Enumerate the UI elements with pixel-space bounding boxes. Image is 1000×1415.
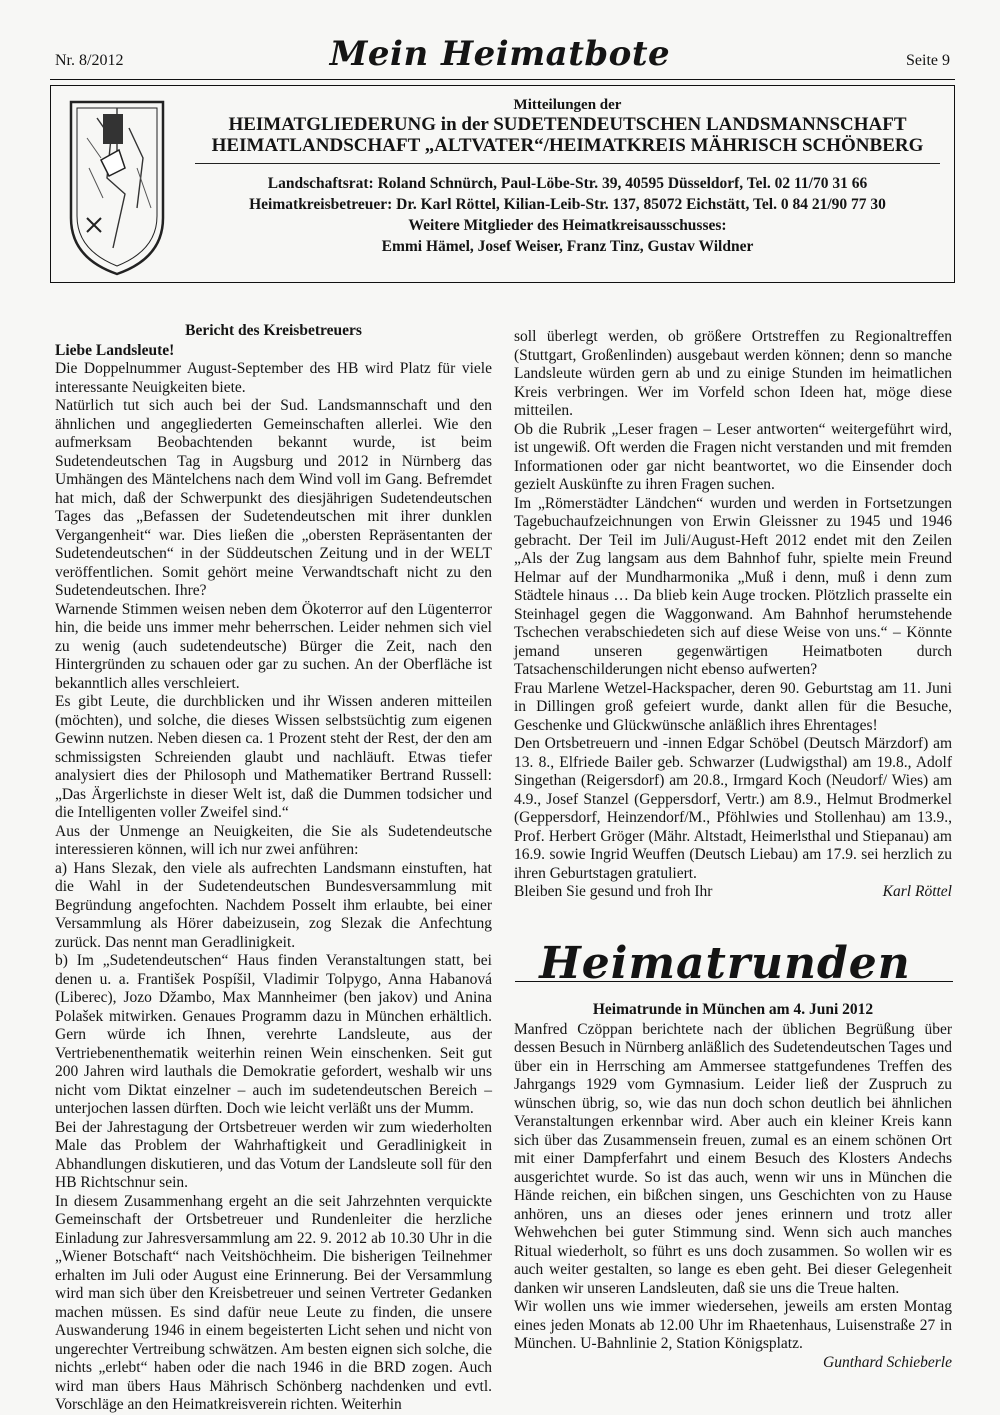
right-column <box>514 328 952 902</box>
left-column <box>55 322 492 1415</box>
paragraph: Es gibt Leute, die durchblicken und ihr Wissen anderen mitteilen (möchten), und solche, die dieses Wissen selbstsüchtig zum eigenen Gewinn nutzen. Neben diesen ca. 1 Prozent steht der Rest, der den am schmissigsten Schreienden glaubt und nachläuft. Etwas tiefer analysiert dies der Philosoph und Mathematiker Bertrand Russell: „Das Ärgerlichste in dieser Welt ist, daß die Dummen todsicher und die Intelligenten voller Zweifel sind.“ <box>55 693 492 821</box>
paragraph: Im „Römerstädter Ländchen“ wurden und werden in Fortsetzungen Tagebuchaufzeichnungen von Erwin Gleissner zu 1945 und 1946 gebracht. Der Teil im Juli/August-Heft 2012 endet mit den Zeilen „Als der Zug langsam aus dem Bahnhof fuhr, spielte mein Freund Helmar auf der Mundharmonika „Muß i denn, muß i denn zum Städtele hinaus … Da blieb kein Auge trocken. Plötzlich prasselte ein Steinhagel gegen die Waggonwand. Am Bahnhof herumstehende Tschechen verabschiedeten sich auf diese Weise von uns.“ – Könnte jemand unseren gegenwärtigen Heimatboten durch Tatsachenschilderungen nicht ebenso aufwerten? <box>514 494 952 678</box>
paragraph: Bei der Jahrestagung der Ortsbetreuer werden wir zum wiederholten Male das Problem der Wahrhaftigkeit und Geradlinigkeit in Abhandlungen diskutieren, und das Votum der Landsleute soll für den HB Richtschnur sein. <box>55 1118 492 1191</box>
heimatrunden-column <box>514 1001 952 1372</box>
paragraph: Die Doppelnummer August-September des HB wird Platz für viele interessante Neuigkeiten biete. <box>55 360 492 396</box>
issue-number: Nr. 8/2012 <box>55 52 124 69</box>
box-line-landschaftsrat: Landschaftsrat: Roland Schnürch, Paul-Löbe-Str. 39, 40595 Düsseldorf, Tel. 02 11/70 31 66 <box>267 175 868 192</box>
paragraph: Ob die Rubrik „Leser fragen – Leser antworten“ weitergeführt wird, ist ungewiß. Oft werden die Fragen nicht verstanden und mit fremden Informationen oder gar nicht beantwortet, wo die Einsender doch gezielt Auskünfte zu ihren Fragen suchen. <box>514 420 952 493</box>
paragraph: Wir wollen uns wie immer wiedersehen, jeweils am ersten Montag eines jeden Monats ab 12.00 Uhr im Rhaetenhaus, Luisenstraße 27 in München. U-Bahnlinie 2, Station Königsplatz. <box>514 1298 952 1352</box>
box-line-members: Emmi Hämel, Josef Weiser, Franz Tinz, Gustav Wildner <box>381 238 754 255</box>
article-title: Heimatrunde in München am 4. Juni 2012 <box>592 1001 874 1018</box>
author-signature: Karl Röttel <box>882 883 952 900</box>
closing-text: Bleiben Sie gesund und froh Ihr <box>514 883 713 900</box>
box-line-region: HEIMATLANDSCHAFT „ALTVATER“/HEIMATKREIS MÄHRISCH SCHÖNBERG <box>211 135 924 156</box>
box-divider <box>195 163 940 164</box>
greeting: Liebe Landsleute! <box>55 341 175 359</box>
paragraph: Manfred Czöppan berichtete nach der üblichen Begrüßung über dessen Besuch in Nürnberg anläßlich des Sudetendeutschen Tages und über ein in Herrsching am Ammersee stattgefundenes Treffen des Jahrgangs 1929 vom Gymnasium. Leider ließ der Zuspruch zu wünschen übrig, so, wie das nun doch schon deutlich bei ähnlichen Veranstaltungen erkennbar wird. Aber auch ein kleiner Kreis kann sich über das Zusammensein freuen, zumal es an einem schönen Ort mit einer Dampferfahrt und einem Besuch des Klosters Andechs ausgerichtet wurde. So ist das auch, wenn wir uns in München die Hände reichen, ein bißchen singen, uns Geschichten von zu Hause anhören, uns an dieses oder jenes erinnern und trotz aller Wehwehchen bei guter Stimmung sind. Wenn sich auch manches Ritual wiederholt, so führt es uns doch zusammen. So wollen wir es auch weiter gestalten, so lange es eben geht. Bei dieser Gelegenheit danken wir unseren Landsleuten, daß sie uns die Treue halten. <box>514 1020 952 1297</box>
paragraph: Den Ortsbetreuern und -innen Edgar Schöbel (Deutsch Märzdorf) am 13. 8., Elfriede Bailer geb. Schwarzer (Ludwigsthal) am 19.8., Adolf Singethan (Reigersdorf) am 20.8., Irmgard Koch (Neudorf/ Wies) am 4.9., Josef Stanzel (Geppersdorf, Vertr.) am 8.9., Helmut Brodmerkel (Geppersdorf, Heinzendorf/M., Pföhlwies und Stollenhau) am 13.9., Prof. Herbert Gröger (Mähr. Altstadt, Heimerlsthal und Stiepanau) am 16.9. sowie Ingrid Weuffen (Deutsch Liebau) am 17.9. sei herzlich zu ihren Geburtstagen gratuliert. <box>514 735 952 882</box>
coat-of-arms-icon <box>67 98 167 278</box>
closing-row <box>514 883 952 902</box>
newspaper-logo: Mein Heimatbote <box>329 34 671 74</box>
paragraph: In diesem Zusammenhang ergeht an die seit Jahrzehnten verquickte Gemeinschaft der Ortsbetreuer und Rundenleiter die herzliche Einladung zur Jahresversammlung am 22. 9. 2012 ab 10.30 Uhr in die „Wiener Botschaft“ nach Veitshöchheim. Die bisherigen Teilnehmer erhalten im Juli oder August eine Erinnerung. Bei der Versammlung wird man sich über den Kreisbetreuer und seinen Vertreter Gedanken machen müssen. Es sind dafür neue Leute zu finden, die unsere Auswanderung 1946 in einem begeisterten Licht sehen und nicht von ungerechter Vertreibung schwätzen. Am besten eignen sich solche, die nichts „erlebt“ haben oder die nach 1946 in die BRD zogen. Auch wird man übers Haus Mährisch Schönberg nachdenken und evtl. Vorschläge an den Heimatkreisverein richten. Weiterhin <box>55 1192 492 1413</box>
box-line-organization: HEIMATGLIEDERUNG in der SUDETENDEUTSCHEN LANDSMANNSCHAFT <box>228 114 907 135</box>
box-text <box>195 96 940 257</box>
paragraph: b) Im „Sudetendeutschen“ Haus finden Veranstaltungen statt, bei denen u. a. František Pospíšil, Vladimir Tolpygo, Anna Habanová (Liberec), Jozo Džambo, Max Mannheimer (ben jakov) und Anina Polašek mitwirken. Genaues Programm dazu in München erhältlich. Gern würde ich Ihnen, verehrte Landsleute, aus der Vertriebenenthematik weiterhin reinen Wein einschenken. Seit gut 200 Jahren wird lauthals die Demokratie gefordert, weshalb wir uns nicht vom Diktat einzelner – auch im sudetendeutschen Bereich – unterjochen lassen dürften. Doch wie leicht verläßt uns der Mumm. <box>55 952 492 1117</box>
section-rule <box>515 981 953 982</box>
box-line-heimatkreisbetreuer: Heimatkreisbetreuer: Dr. Karl Röttel, Kilian-Leib-Str. 137, 85072 Eichstätt, Tel. 0 84 21/90 77 30 <box>249 196 886 213</box>
paragraph: Frau Marlene Wetzel-Hackspacher, deren 90. Geburtstag am 11. Juni in Dillingen groß gefeiert wurde, dankt allen für die Besuche, Geschenke und Glückwünsche anläßlich ihres Ehrentages! <box>514 679 952 734</box>
paragraph: Warnende Stimmen weisen neben dem Ökoterror auf den Lügenterror hin, die beide uns immer mehr beherrschen. Leider nehmen sich viel zu wenig (auch sudetendeutsche) Bürger die Zeit, nach den Hintergründen zu schauen oder gar zu suchen. An der Oberfläche ist bekanntlich alles verschleiert. <box>55 600 492 692</box>
paragraph: soll überlegt werden, ob größere Ortstreffen zu Regionaltreffen (Stuttgart, Großenlinden) ausgebaut werden können; denn so manche Landsleute würden gern ab und zu einige Stunden im heimatlichen Kreis verbringen. Wer im Vorfeld schon Ideen hat, möge diese mitteilen. <box>514 328 952 419</box>
author-signature: Gunthard Schieberle <box>823 1353 952 1371</box>
header-rule <box>50 79 955 80</box>
paragraph: Aus der Unmenge an Neuigkeiten, die Sie als Sudetendeutsche interessieren können, will ich nur zwei anführen: <box>55 822 492 858</box>
paragraph: Natürlich tut sich auch bei der Sud. Landsmannschaft und den ähnlichen und angegliederten Gemeinschaften allerlei. Wie den aufmerksam Beobachtenden bekannt wurde, ist beim Sudetendeutschen Tag in Augsburg und 2012 in Nürnberg das Umhängen des Mäntelchens nach dem Wind voll im Gang. Befremdet hat mich, daß der Schwerpunkt des diesjährigen Sudetendeutschen Tages das „Befassen der Sudetendeutschen mit ihrer dunklen Vergangenheit“ war. Dies ließen die „obersten Repräsentanten der Sudetendeutschen“ in der Süddeutschen Zeitung und in der WELT veröffentlichen. Somit gehört meine Verwandtschaft nicht zu den Sudetendeutschen. Ihre? <box>55 397 492 599</box>
box-line-members-heading: Weitere Mitglieder des Heimatkreisausschusses: <box>408 217 727 234</box>
box-line-intro: Mitteilungen der <box>513 97 622 113</box>
page-number: Seite 9 <box>906 52 950 69</box>
paragraph: a) Hans Slezak, den viele als aufrechten Landsmann einstuften, hat die Wahl in der Sudetendeutschen Bundesversammlung mit Begründung angefochten. Nachdem Posselt ihm erlaubte, bei einer Versammlung als Hörer dabeizusein, zog Slezak die Anfechtung zurück. Das nennt man Geradlinigkeit. <box>55 859 492 951</box>
section-heading: Heimatrunden <box>539 938 911 989</box>
article-title: Bericht des Kreisbetreuers <box>185 322 362 339</box>
